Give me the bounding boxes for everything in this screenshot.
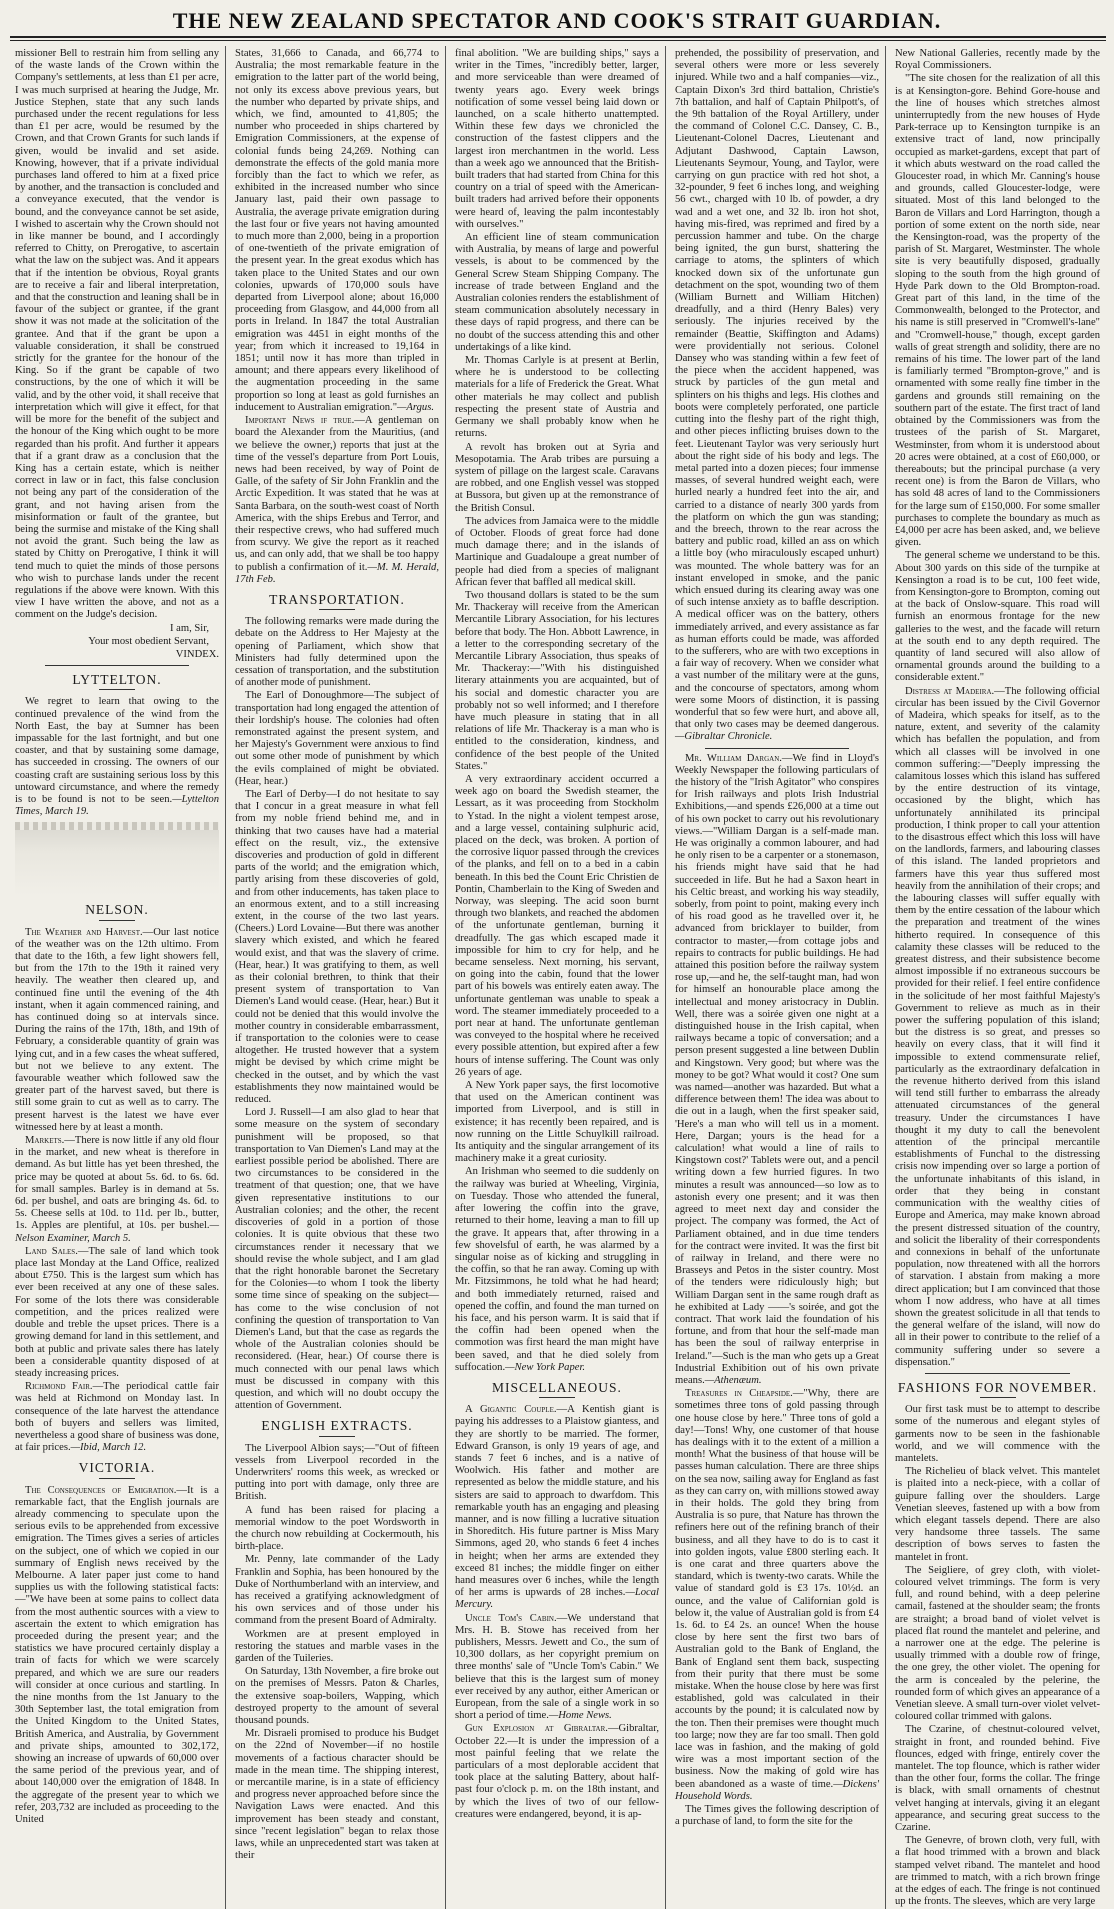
letter-closing: I am, Sir, [169,622,209,634]
section-heading-nelson: NELSON. [15,904,219,920]
article-paragraph: An Irishman who seemed to die suddenly on the railway was buried at Wheeling, Virginia, on Tuesday. Those who attended the funeral, after lowering the coffin into the grave, returned to their home, leaving a man to fill up the grave. It appears that, after throwing in a few shovelsful of earth, he was alarmed by a singular noise as of kicking and struggling in the coffin, so that he ran away. Coming up with Mr. Fitzsimmons, he told what he had heard; and both immediately returned, raised and opened the coffin, and found the man turned on his face, and his person warm. It is said that if the coffin had been opened when the commotion was first heard the man might have been saved, and that he died solely from suffocation.—New York Paper. [455,1166,659,1373]
article-paragraph: Lord J. Russell—I am also glad to hear that some measure on the system of secondary punishment will be proposed, so that transportation to Van Diemen's Land may at the earliest possible period be abolished. There are two circumstances to be considered in the treatment of that question; one, that we have given representative institutions to our Australian colonies; and the other, the recent discoveries of gold in a portion of those colonies. It is quite obvious that these two circumstances render it necessary that we should revise the whole subject, and I am glad that the right honorable baronet the Secretary for the Colonies—to whom I took the liberty some time since of speaking on the subject—has come to the wise conclusion of not confining the question of transportation to Van Diemen's Land, but that the case as regards the whole of the Australian colonies should be reconsidered. (Hear, hear.) Of course there is much connected with our penal laws which must be discussed in company with this question, and which will no doubt occupy the attention of Government. [235,1107,439,1412]
article-paragraph: Mr. William Dargan.—We find in Lloyd's Weekly Newspaper the following particulars of the history of the "Irish Agitator" who conspires for Irish railways and plots Irish Industrial Exhibitions,—and spends £26,000 at a time out of his own pocket to carry out his revolutionary views.—"William Dargan is a self-made man. He was originally a common labourer, and had he only risen to be a carpenter or a stonemason, his friends might have said that he had succeeded in life. But he had a Saxon heart in his Celtic breast, and working his way steadily, soberly, from point to point, making every inch of his road good as he travelled over it, he advanced from bricklayer to builder, from contractor to master,—from cottage jobs and repairs to contracts for public buildings. He had attained this position before the railway system rose up,—and he, the self-taught man, had won for himself an honourable place among the intellectual and money aristocracy in Dublin. Well, there was a soirée given one night at a distinguished house in the Irish capital, when railways became a topic of conversation; and a person present suggested a line between Dublin and Kingstown. Very good; but where was the money to be got? What would it cost? One sum was named—another was hazarded. But what a difference between them! The idea was about to die out in a laugh, when the first speaker said, 'Here's a man who will tell us in a moment. Here, Dargan; yours is the head for a calculation! what would a line of rails to Kingstown cost?' Tablets were out, and a pencil writing down a few hurried figures. In two minutes a result was announced—so low as to astonish every one present; and it was then agreed to meet next day and consider the project. The company was formed, the Act of Parliament obtained, and in due time tenders for the contract were invited. It was the first bit of railway in Ireland, and there were no Brasseys and Petos in the sister country. Most of the tenders were ridiculously high; but William Dargan sent in the same rough draft as he exhibited at Lady ——'s soirée, and got the contract. That work laid the foundation of his fortune, and from that hour the self-made man has been the soul of railway enterprise in Ireland."—Such is the man who gets up a Great Industrial Exhibition out of his own private means.—Athenæum. [675,752,879,1386]
article-paragraph: Mr. Disraeli promised to produce his Budget on the 22nd of November—if no hostile movements of a factious character should be made in the mean time. The shipping interest, or mercantile marine, is in a state of efficiency and progress never approached before since the Navigation Laws were enacted. And this improvement has been steady and constant, since "recent legislation" began to relax those laws, while an unprecedented start was taken at their [235,1728,439,1862]
section-divider [705,748,849,749]
article-paragraph: The general scheme we understand to be this. About 300 yards on this side of the turnpike at Kensington a road is to be cut, 100 feet wide, from Kensington-gore to Brompton, coming out at the back of Onslow-square. This road will furnish an enormous frontage for the new galleries to the west, and the facade will return at the south end to any depth required. The quantity of land secured will also allow of ornamental grounds around the building to a considerable extent." [895,550,1100,684]
section-heading-transportation: TRANSPORTATION. [235,594,439,610]
article-paragraph: Markets.—There is now little if any old flour in the market, and new wheat is therefore in demand. As but little has yet been threshed, the price may be quoted at about 5s. 6d. to 6s. 6d. for small samples. Barley is in demand at 5s. 6d. per bushel, and oats are bringing 4s. 6d. to 5s. Cheese sells at 10d. to 11d. per lb., butter, 1s. Apples are plentiful, at 10s. per bushel.—Nelson Examiner, March 5. [15,1135,219,1244]
column-3 [452,46,666,1909]
section-heading-lyttelton: LYTTELTON. [15,674,219,690]
article-paragraph: The Richelieu of black velvet. This mantelet is plaited into a neck-piece, with a collar of guipure falling over the shoulders. Large Venetian sleeves, fastened up with a bow from which elegant tassels depend. There are also very handsome three tassels. The same description of bows serves to fasten the mantelet in front. [895,1466,1100,1563]
article-paragraph: The Liverpool Albion says;—"Out of fifteen vessels from Liverpool recorded in the Underwriters' rooms this week, as wrecked or putting into port with damage, only three are British. [235,1442,439,1503]
section-divider [925,1373,1070,1374]
section-heading-victoria: VICTORIA. [15,1462,219,1478]
article-paragraph: New National Galleries, recently made by the Royal Commissioners. [895,48,1100,72]
article-paragraph: The Consequences of Emigration.—It is a remarkable fact, that the English journals are already commencing to speculate upon the serious evils to be apprehended from excessive emigration. The Times gives a series of articles on the subject, one of which we copied in our summary of English news received by the Melbourne. A later paper just come to hand supplies us with the following statistical facts:—"We have been at some pains to collect data from the most authentic sources with a view to ascertain the extent to which emigration has proceeded during the present year; and the statistics we have procured certainly display a train of facts for which we were scarcely prepared, and which we are sure our readers will consider at once curious and startling. In the nine months from the 1st January to the 30th September last, the total emigration from the United Kingdom to the United States, British America, and Australia, by Government and private ships, amounted to 302,172, showing an increase of upwards of 60,000 over the same period of the previous year, and of about 140,000 over the emigration of 1848. In the aggregate of the present year to which we refer, 203,732 are included as proceeding to the United [15,1484,219,1826]
vindex-letter: missioner Bell to restrain him from selling any of the waste lands of the Crown within the Company's settlements, at less than £1 per acre, I was much surprised at hearing the Judge, Mr. Justice Stephen, state that any such lands purchased under the recent regulations for less than £1 per acre, would be resumed by the Crown, and that Crown Grants for such lands if given, would be invalid and set aside. Knowing, however, that if a private individual purchases land offered to him at a fixed price by another, and the transaction is concluded and a conveyance executed, that the vendor is bound, and the conveyance cannot be set aside, I wished to ascertain why the Crown should not in like manner be bound, and I accordingly referred to Chitty, on Prerogative, to ascertain what the law on the subject was. And it appears that if the intention be obvious, Royal grants are to receive a fair and liberal interpretation, and that the construction and leaning shall be in favour of the subject or grantee, if the grant show it was not made at the solicitation of the grantee. And that if the grant be upon a valuable consideration, it shall be construed strictly for the grantee for the honour of the King. So if the grant be capable of two constructions, by the one of which it will be valid, and by the other void, it shall receive that interpretation which will give it effect, for that will be more for the benefit of the subject and the honour of the King which ought to be more regarded than his profit. And further it appears that if a grant draw as a conclusion that the King has a certain estate, which is neither correct in law or in fact, this false conclusion not being any part of the consideration of the grant, and not having arisen from the misinformation or fault of the grantee, but being the surmise and mistake of the King shall not avoid the grant. Such being the law as stated by Chitty on Prerogative, I think it will tend much to quiet the minds of those persons who wish to purchase lands under the recent regulations if the above were known. With this view I have written the above, and not as a comment on the Judge's decision. [15,48,219,621]
article-paragraph: Gun Explosion at Gibraltar.—Gibraltar, October 22.—It is under the impression of a most painful feeling that we relate the particulars of a most deplorable accident that took place at the saluting Battery, about half-past four o'clock p. m. on the 18th instant, and by which the lives of two of our fellow-creatures were endangered, beyond, it is ap- [455,1723,659,1820]
article-paragraph: The Weather and Harvest.—Our last notice of the weather was on the 12th ultimo. From that date to the 16th, a few light showers fell, but from the 17th to the 19th it rained very heavily. The weather then cleared up, and continued fine until the evening of the 4th instant, when it again commenced raining, and has continued doing so at intervals since. During the rains of the 17th, 18th, and 19th of February, a considerable quantity of grain was lying cut, and in a few cases the wheat suffered, but not we believe to any extent. The favourable weather which followed saw the greater part of the harvest saved, but there is still some grain to cut as well as to carry. The present harvest is the latest we have ever witnessed here by at least a month. [15,926,219,1133]
letter-signature: VINDEX. [175,648,219,660]
column-1 [12,46,226,1909]
article-paragraph: Mr. Thomas Carlyle is at present at Berlin, where he is understood to be collecting materials for a life of Frederick the Great. What other materials he may collect and publish respecting the present state of Austria and Germany we shall probably know when he returns. [455,355,659,440]
article-paragraph: The Genevre, of brown cloth, very full, with a flat hood trimmed with a brown and black stamped velvet riband. The mantelet and hood are trimmed to match, with a rich brown fringe at the edges of each. The fringe is not continued up the fronts. The sleeves, which are very large [895,1835,1100,1908]
column-4 [672,46,886,1909]
article-paragraph: A fund has been raised for placing a memorial window to the poet Wordsworth in the church now rebuilding at Cockermouth, his birth-place. [235,1504,439,1553]
article-paragraph: The Earl of Donoughmore—The subject of transportation had long engaged the attention of their lordship's house. The colonies had often remonstrated against the present system, and her Majesty's Government were anxious to find out some other mode of punishment by which the evils complained of might be obviated. (Hear, hear.) [235,690,439,787]
article-paragraph: The advices from Jamaica were to the middle of October. Floods of great force had done much damage there; and in the islands of Martinique and Guadaloupe a great number of people had died from a species of malignant African fever that baffled all medical skill. [455,515,659,588]
article-paragraph: The Times gives the following description of a purchase of land, to form the site for the [675,1804,879,1828]
article-paragraph: Uncle Tom's Cabin.—We understand that Mrs. H. B. Stowe has received from her publishers, Messrs. Jewett and Co., the sum of 10,300 dollars, as her copyright premium on three months' sale of "Uncle Tom's Cabin." We believe that this is the largest sum of money ever received by any author, either American or European, from the sale of a single work in so short a period of time.—Home News. [455,1612,659,1722]
article-paragraph: The Seigliere, of grey cloth, with violet-coloured velvet trimmings. The form is very full, and round behind, with a deep pelerine camail, fastened at the shoulder seam; the fronts are straight; a broad band of violet velvet is placed flat round the mantelet and pelerine, and a narrower one at the edge. The pelerine is usually trimmed with a double row of fringe, the one grey, the other violet. The opening for the arm is concealed by the pelerine, the rounded form of which gives an appearance of a Venetian sleeve. A small turn-over violet velvet-coloured collar trimmed with galons. [895,1564,1100,1723]
letter-closing: Your most obedient Servant, [88,635,209,647]
article-paragraph: Mr. Penny, late commander of the Lady Franklin and Sophia, has been honoured by the Duke of Northumberland with an interview, and has received a gratifying acknowledgment of his own services and of those under his command from the present Board of Admiralty. [235,1554,439,1627]
article-paragraph: Distress at Madeira.—The following official circular has been issued by the Civil Governor of Madeira, which speaks for itself, as to the nature, extent, and severity of the calamity which has befallen the population, and from which all classes will be involved in one common suffering:—"Deeply impressing the calamitous losses which this island has suffered by the entire destruction of its vintage, occasioned by the blight, which has unfortunately annihilated its principal production, I think proper to call your attention to the disastrous effect which this loss will have on the landlords, farmers, and labouring classes of this island. The landed proprietors and farmers have this year thus suffered most heavily from the annihilation of their crops; and the labouring classes will suffer equally with them by the entire cessation of the labour which the preparation and treatment of the wines hitherto required. In consequence of this calamity these classes will be reduced to the greatest distress, and their subsistence become almost impossible if no extraneous succours be provided for their relief. I feel entire confidence in the solicitude of her most faithful Majesty's Government to relieve as much as in their power the suffering population of this island; but the distress is so great, and presses so heavily on every class, that it will find it impossible to extend commensurate relief, particularly as the extraordinary defalcation in the revenue hitherto derived from this island will tend still further to embarrass the already attenuated circumstances of the general treasury. Under the circumstances I have thought it my duty to call the benevolent attention of the principal mercantile establishments of Funchal to the distressing crisis now impending over so large a portion of the unfortunate inhabitants of this island, in order that they being in constant communication with the wealthy cities of Europe and America, may make known abroad the present distressed situation of the country, and solicit the liberality of their correspondents and connexions in behalf of the unfortunate population, now threatened with all the horrors of starvation. I abstain from making a more direct application; but I am convinced that those whom I now address, who have at all times shown the greatest solicitude in all that tends to the general welfare of the island, will now do all in their power to contribute to the relief of a community suffering under so severe a dispensation." [895,685,1101,1368]
article-paragraph: Two thousand dollars is stated to be the sum Mr. Thackeray will receive from the American Mercantile Library Association, for his lectures before that body. The Hon. Abbott Lawrence, in a letter to the corresponding secretary of the Mercantile Library Association, thus speaks of Mr. Thackeray:—"With his distinguished literary attainments you are acquainted, but of his social and domestic character you are probably not so well informed; and I therefore have much pleasure in stating that in all relations of life Mr. Thackeray is a man who is entitled to the consideration, kindness, and confidence of the best people of the United States." [455,589,659,772]
article-paragraph: Richmond Fair.—The periodical cattle fair was held at Richmond on Monday last. In consequence of the late harvest the attendance both of buyers and sellers was limited, nevertheless a good share of business was done, at fair prices.—Ibid, March 12. [15,1381,219,1454]
section-heading-english-extracts: ENGLISH EXTRACTS. [235,1420,439,1436]
article-paragraph: The Earl of Derby—I do not hesitate to say that I concur in a great measure in what fell from my noble friend behind me, and in thinking that two causes have had a material effect on the result, viz., the extensive discoveries and production of gold in different parts of the world; and the emigration which, partly arising from these discoveries of gold, and from other inducements, has taken place to an enormous extent, and to a still increasing extent, in the course of the two last years. (Cheers.) Lord Lovaine—But there was another slavery which existed, and which he feared would exist, and that was the slavery of crime. (Hear, hear.) It was gratifying to them, as well as their colonial brethren, to think that their present system of transportation to Van Diemen's Land would cease. (Hear, hear.) But it could not be denied that this would involve the mother country in considerable embarrassment, if transportation to the colonies were to cease altogether. He trusted however that a system might be devised by which crime might be checked in the outset, and by which the vast establishments they now maintained would be reduced. [235,788,439,1106]
article-paragraph: A Gigantic Couple.—A Kentish giant is paying his addresses to a Plaistow giantess, and they are shortly to be married. The former, Edward Granson, is only 19 years of age, and stands 7 feet 6 inches, and is a native of Woolwich. His father and mother are represented as below the middle stature, and his sisters are said to approach to dwarfdom. This remarkable youth has an engaging and pleasing manner, and is now filling a lucrative situation in Shoreditch. His future partner is Miss Mary Simmons, aged 20, who stands 6 feet 4 inches in height; when her arms are extended they exceed 81 inches; the middle finger on either hand measures over 6 inches, while the length of her arms is upwards of 28 inches.—Local Mercury. [455,1404,659,1611]
article-paragraph: prehended, the possibility of preservation, and several others were more or less severely injured. While two and a half companies—viz., Captain Dixon's 3rd third battalion, Christie's 7th battalion, and half of Captain Philpott's, of the 9th battalion of the Royal Artillery, under the command of Colonel C.C. Dansey, C. B., Lieutenant-Colonel Dacres, Lieutenant and Adjutant Dashwood, Captain Lawson, Lieutenants Seymour, Young, and Taylor, were carrying on gun practice with red hot shot, a 32-pounder, 9 feet 6 inches long, and weighing 56 cwt., charged with 10 lb. of powder, a dry wad and a wet one, and 32 lb. iron hot shot, having mis-fired, was reprimed and fired by a percussion hammer and tube. On the charge being ignited, the gun burst, shattering the carriage to atoms, the splinters of which knocked down six of the unfortunate gun detachment on the spot, wounding two of them (William Burnett and William Hitchen) dreadfully, and a third (Henry Bales) very seriously. The injuries received by the remainder (Beattie, Skiffington and Adams) were providentially not serious. Colonel Dansey who was standing within a few feet of the piece when the accident happened, was struck by particles of the gun metal and splinters on his thighs and legs. His clothes and boots were completely perforated, one particle cutting into the fleshy part of the right thigh, and other pieces inflicting bruises down to the feet. Lieutenant Taylor was very seriously hurt about the right side of his body and legs. The metal parted into a dozen pieces; four immense masses, of several hundred weight each, were hurled nearly a hundred feet into the air, and carried to a distance of nearly 300 yards from the platform on which the gun was standing; and the breech, thrown to the rear across the battery and public road, killed an ass on which a little boy (who miraculously escaped unhurt) was mounted. The whole battery was for an instant enveloped in smoke, and the panic which ensued during its clearing away was one of such intense anxiety as to baffle description. A medical officer was on the battery, others immediately arrived, and every assistance as far as human efforts could be made, was afforded to the sufferers, who are with two exceptions in a fair way of recovery. When we consider what a vast number of the military were at the guns, and the concourse of spectators, among whom were some Moors of distinction, it is passing wonderful that so few were hurt, and above all, that only two cases may be deemed dangerous.—Gibraltar Chronicle. [675,48,879,743]
article-paragraph: A very extraordinary accident occurred a week ago on board the Swedish steamer, the Lessart, as it was proceeding from Stockholm to Ystad. In the night a violent tempest arose, and a large vessel, containing sulphuric acid, placed on the deck, was broken. A portion of the corrosive liquor passed through the crevices of the planks, and fell on to a bed in a cabin beneath. In this bed the Count Eric Christien de Pontin, Chamberlain to the King of Sweden and Norway, was sleeping. The acid soon burnt through two blankets, and reached the abdomen of the unfortunate gentleman, burning it dreadfully. The gas which escaped made it impossible for him to cry for help, and he became senseless. Next morning, his servant, on going into the cabin, found that the lower part of his bowels was entirely eaten away. The unfortunate gentleman was unable to speak a word. The steamer immediately proceeded to a port near at hand. The unfortunate gentleman was conveyed to the hospital where he received every possible attention, but expired after a few hours of intense suffering. The Count was only 26 years of age. [455,773,659,1078]
article-paragraph: On Saturday, 13th November, a fire broke out on the premises of Messrs. Paton & Charles, the extensive soap-boilers, Wapping, which destroyed property to the amount of several thousand pounds. [235,1666,439,1727]
article-paragraph: A revolt has broken out at Syria and Mesopotamia. The Arab tribes are pursuing a system of pillage on the largest scale. Caravans are robbed, and one English vessel was stopped at Bussora, but given up at the remonstrance of the British Consul. [455,441,659,514]
article-paragraph: The Czarine, of chestnut-coloured velvet, straight in front, and rounded behind. Five flounces, edged with fringe, entirely cover the mantelet. The top flounce, which is rather wider than the other four, forms the collar. The fringe is black, with small ornaments of chestnut velvet hanging at intervals, giving it an elegant appearance, and securing great success to the Czarine. [895,1724,1100,1834]
article-paragraph: Land Sales.—The sale of land which took place last Monday at the Land Office, realized about £750. This is the largest sum which has ever been received at any one of these sales. For some of the lots there was considerable competition, and the prices realized were double and treble the upset prices. There is a growing demand for land in this settlement, and both at public and private sales there has lately been a considerable quantity disposed of at steady increasing prices. [15,1245,219,1379]
article-paragraph: We regret to learn that owing to the continued prevalence of the wind from the North East, the bay at Sumner has been impassable for the last fortnight, and but one coaster, and that by sustaining some damage, has succeeded in crossing. The owners of our coasting craft are sustaining serious loss by this untoward circumstance, and where the remedy is to be found is not to be seen.—Lyttelton Times, March 19. [15,696,219,818]
masthead-rule-thin [10,40,1106,41]
article-paragraph: States, 31,666 to Canada, and 66,774 to Australia; the most remarkable feature in the emigration to the latter part of the world being, not only its excess above previous years, but the number who departed by private ships, and which, we find, amounted to 41,805; the number who proceeded in ships chartered by Emigration Commissioners, at the expense of colonial funds being 24,269. Nothing can demonstrate the effects of the gold mania more forcibly than the fact to which we refer, as exhibited in the increased number who since January last, paid their own passage to Australia, the average private emigration during the last four or five years not having amounted to much more than 2,000, being in a proportion of one-twentieth of the private emigration of the present year. In the great exodus which has taken place to the United States and our own colonies, upwards of 170,000 souls have departed from Liverpool alone; about 16,000 proceeding from Glasgow, and 44,000 from all ports in Ireland. In 1847 the total Australian emigration was 4451 in eight months of the year; from which it increased to 19,164 in 1851; until now it has more than tripled in amount; and there appears every likelihood of the augmentation proceeding in the same proportion so long at least as gold furnishes an inducement to Australian emigration."—Argus. [235,48,439,413]
newspaper-page [12,46,1106,1908]
article-paragraph: Workmen are at present employed in restoring the statues and marble vases in the garden of the Tuileries. [235,1628,439,1664]
masthead-rule [10,36,1106,38]
column-2 [232,46,446,1909]
torn-page-area [15,822,219,896]
article-paragraph: An efficient line of steam communication with Australia, by means of large and powerful vessels, is about to be commenced by the General Screw Steam Shipping Company. The increase of trade between England and the Australian colonies renders the establishment of steam communication absolutely necessary in these days of rapid progress, and there can be no doubt of the success attending this and other undertakings of a like kind. [455,232,659,353]
article-paragraph: "The site chosen for the realization of all this is at Kensington-gore. Behind Gore-house and the line of houses which stretches almost uninterruptedly from the new houses of Hyde Park-terrace up to Kensington turnpike is an extensive tract of land, now principally occupied as market-gardens, except that part of it which abuts westward on the road called the Gloucester road, in which Mr. Canning's house and grounds, called Gloucester-lodge, were situated. Most of this land belonged to the Baron de Villars and Lord Harrington, though a portion of some extent on the north side, near the Kensington-road, was the property of the parish of St. Margaret, Westminster. The whole site is very beautifully disposed, gradually sloping to the south from the high ground of Hyde Park down to the Old Brompton-road. Great part of this land, in the time of the Commonwealth, belonged to the Protector, and his name is still preserved in "Cromwell's-lane" and "Cromwell-house," though, except garden walls of great strength and solidity, there are no remains of his time. The lower part of the land is familiarly termed "Brompton-grove," and is ornamented with some really fine timber in the gardens and grounds still remaining on the southern part of the estate. The first tract of land obtained by the Commissioners was from the trustees of the parish of St. Margaret, Westminster, from whom it is understood about 20 acres were obtained, at a cost of £60,000, or thereabouts; but the principal purchase (a very recent one) is from the Baron de Villars, who has sold 48 acres of land to the Commissioners for the large sum of £150,000. For some smaller purchases to complete the boundary as much as £4,000 per acre has been asked, and, we believe given. [895,73,1100,549]
article-paragraph: The following remarks were made during the debate on the Address to Her Majesty at the opening of Parliament, which show that Ministers had fully determined upon the cessation of transportation, and the substitution of another mode of punishment. [235,616,439,689]
article-paragraph: A New York paper says, the first locomotive that used on the American continent was imported from Liverpool, and is still in existence; it has recently been repaired, and is now running on the Little Schuylkill railroad. Its antiquity and the singular arrangement of its machinery make it a great curiosity. [455,1080,659,1165]
article-paragraph: Our first task must be to attempt to describe some of the numerous and elegant styles of garments now to be seen in the fashionable world, and we will commence with the mantelets. [895,1404,1100,1464]
newspaper-title: THE NEW ZEALAND SPECTATOR AND COOK'S STRAIT GUARDIAN. [172,8,942,33]
article-paragraph: Important News if true.—A gentleman on board the Alexander from the Mauritius, (and we believe the owner,) reports that just at the time of the vessel's departure from Port Louis, news had been received, by way of Point de Galle, of the safety of Sir John Franklin and the Arctic Expedition. It was stated that he was at Santa Barbara, on the south-west coast of North America, with the ships Erebus and Terror, and their respective crews, who had suffered much from scurvy. We give the report as it reached us, and can only add, that we shall be too happy to publish a confirmation of it.—M. M. Herald, 17th Feb. [235,415,439,585]
article-paragraph: Treasures in Cheapside.—"Why, there are sometimes three tons of gold passing through one house close by here." Three tons of gold a day!—Tons! Why, one customer of that house has dealings with it to the extent of a million a month! What the business of that house will be passes human calculation. There are three ships on the sea now, sailing away for England as fast as they can carry on, with millions stowed away in their holds. The gold they bring from Australia is so pure, that Nature has thrown the refiners here out of the refining branch of their business, and all they have to do is to cast it into golden ingots, value £800 sterling each. It is one carat and three quarters above the standard, which is twenty-two carats. While the value of standard gold is £3 17s. 10½d. an ounce, and the value of Californian gold is below it, the value of Australian gold is from £4 1s. 6d. to £4 2s. an ounce! When the house close by here sent the first two bars of Australian gold to the Bank of England, the Bank of England sent them back, suspecting from their purity that there must be some mistake. When the house close by here was first established, gold was calculated in their accounts by the pound; it is calculated now by the ton. Then their premises were thought much too large; now they are far too small. Then gold lace was in fashion, and the making of gold wire was a most important section of the business. Now the making of gold wire has been abandoned as a waste of time.—Dickens' Household Words. [675,1388,879,1802]
column-5 [892,46,1106,1909]
section-heading-miscellaneous: MISCELLANEOUS. [455,1382,659,1398]
section-heading-fashions: FASHIONS FOR NOVEMBER. [895,1382,1100,1398]
section-divider [45,665,189,666]
article-paragraph: final abolition. "We are building ships," says a writer in the Times, "incredibly better, larger, and more serviceable than were dreamed of twenty years ago. Every week brings notification of some vessel being laid down or launched, on a scale hitherto unattempted. Within these few days we chronicled the construction of the fastest clippers and the largest iron merchantmen in the world. Less than a week ago we announced that the British-built traders that had started from China for this country on a trial of speed with the American-built traders had arrived before their opponents were heard of, leaving the palm incontestably with ourselves." [455,48,659,230]
